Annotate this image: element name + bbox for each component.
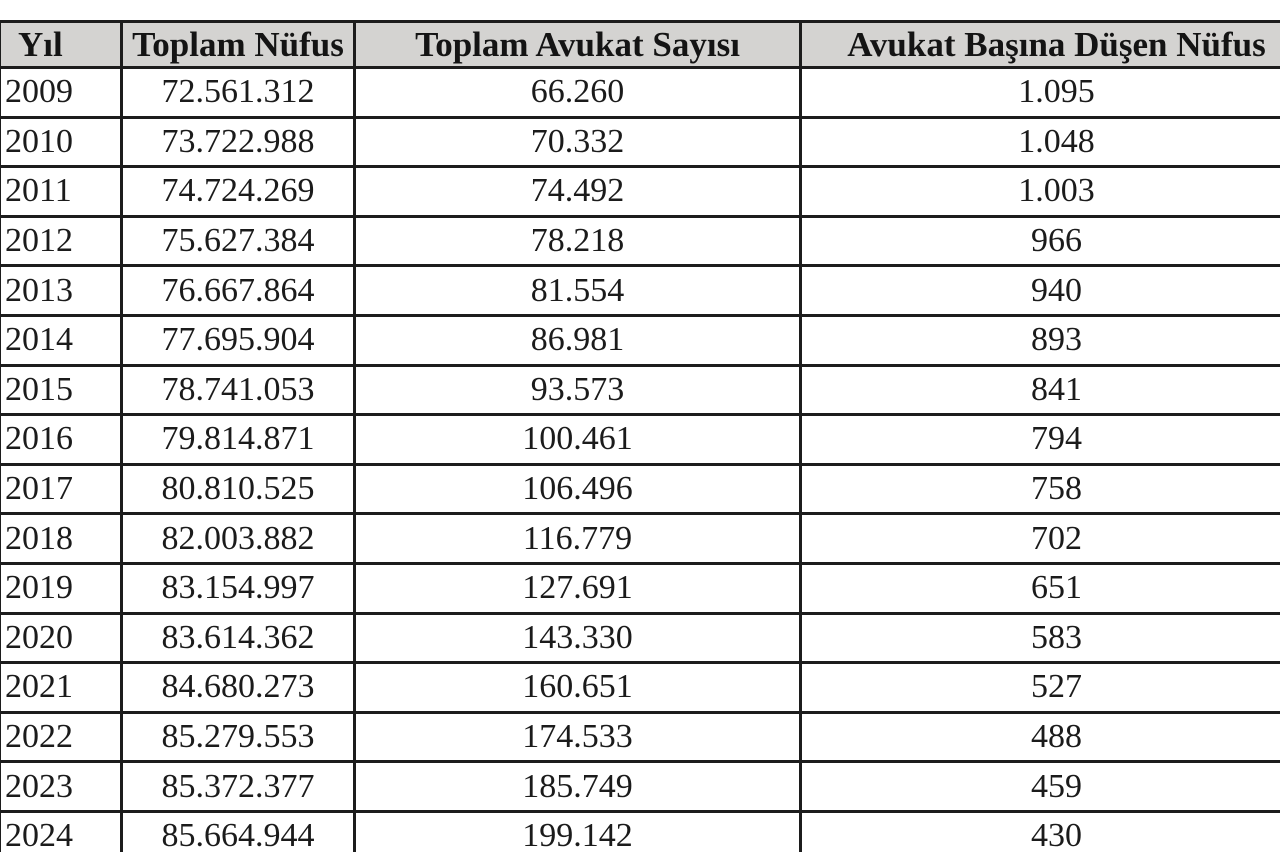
total-population-cell: 80.810.525 — [122, 464, 355, 514]
table-row — [0, 68, 1280, 118]
table-row — [0, 663, 1280, 713]
year-cell: 2013 — [0, 266, 122, 316]
year-cell: 2022 — [0, 712, 122, 762]
total-lawyers-cell: 78.218 — [355, 216, 801, 266]
total-lawyers-cell: 127.691 — [355, 563, 801, 613]
population-per-lawyer-cell: 527 — [801, 663, 1280, 713]
table-row — [0, 315, 1280, 365]
year-cell: 2018 — [0, 514, 122, 564]
total-population-cell: 85.279.553 — [122, 712, 355, 762]
table-row — [0, 514, 1280, 564]
total-population-cell: 85.372.377 — [122, 762, 355, 812]
population-per-lawyer-cell: 459 — [801, 762, 1280, 812]
total-lawyers-cell: 185.749 — [355, 762, 801, 812]
total-population-cell: 83.614.362 — [122, 613, 355, 663]
total-lawyers-cell: 143.330 — [355, 613, 801, 663]
header-row — [0, 22, 1280, 68]
column-header-population-per-lawyer: Avukat Başına Düşen Nüfus — [801, 22, 1280, 68]
total-lawyers-cell: 174.533 — [355, 712, 801, 762]
year-cell: 2015 — [0, 365, 122, 415]
column-header-total-lawyers: Toplam Avukat Sayısı — [355, 22, 801, 68]
population-per-lawyer-cell: 794 — [801, 415, 1280, 465]
total-population-cell: 72.561.312 — [122, 68, 355, 118]
table-row — [0, 811, 1280, 852]
year-cell: 2010 — [0, 117, 122, 167]
total-population-cell: 82.003.882 — [122, 514, 355, 564]
population-per-lawyer-cell: 758 — [801, 464, 1280, 514]
total-lawyers-cell: 74.492 — [355, 167, 801, 217]
table-row — [0, 712, 1280, 762]
year-cell: 2009 — [0, 68, 122, 118]
total-lawyers-cell: 106.496 — [355, 464, 801, 514]
total-lawyers-cell: 199.142 — [355, 811, 801, 852]
year-cell: 2011 — [0, 167, 122, 217]
population-per-lawyer-cell: 841 — [801, 365, 1280, 415]
population-per-lawyer-cell: 1.003 — [801, 167, 1280, 217]
population-per-lawyer-cell: 1.095 — [801, 68, 1280, 118]
total-lawyers-cell: 86.981 — [355, 315, 801, 365]
total-population-cell: 83.154.997 — [122, 563, 355, 613]
table-row — [0, 117, 1280, 167]
total-population-cell: 74.724.269 — [122, 167, 355, 217]
population-per-lawyer-cell: 1.048 — [801, 117, 1280, 167]
table-row — [0, 613, 1280, 663]
total-population-cell: 77.695.904 — [122, 315, 355, 365]
population-per-lawyer-cell: 966 — [801, 216, 1280, 266]
population-per-lawyer-cell: 702 — [801, 514, 1280, 564]
year-cell: 2017 — [0, 464, 122, 514]
year-cell: 2020 — [0, 613, 122, 663]
year-cell: 2016 — [0, 415, 122, 465]
total-lawyers-cell: 66.260 — [355, 68, 801, 118]
table-row — [0, 167, 1280, 217]
year-cell: 2014 — [0, 315, 122, 365]
population-per-lawyer-cell: 430 — [801, 811, 1280, 852]
population-per-lawyer-cell: 583 — [801, 613, 1280, 663]
year-cell: 2019 — [0, 563, 122, 613]
table-row — [0, 216, 1280, 266]
column-header-year: Yıl — [0, 22, 122, 68]
table-row — [0, 365, 1280, 415]
total-population-cell: 73.722.988 — [122, 117, 355, 167]
population-per-lawyer-cell: 940 — [801, 266, 1280, 316]
total-lawyers-cell: 100.461 — [355, 415, 801, 465]
table-row — [0, 266, 1280, 316]
table-row — [0, 415, 1280, 465]
total-lawyers-cell: 93.573 — [355, 365, 801, 415]
table-row — [0, 563, 1280, 613]
table-row — [0, 762, 1280, 812]
year-cell: 2012 — [0, 216, 122, 266]
total-lawyers-cell: 160.651 — [355, 663, 801, 713]
population-per-lawyer-cell: 893 — [801, 315, 1280, 365]
table-body — [0, 68, 1280, 852]
table-row — [0, 464, 1280, 514]
population-per-lawyer-table — [0, 20, 1280, 852]
total-lawyers-cell: 116.779 — [355, 514, 801, 564]
total-population-cell: 78.741.053 — [122, 365, 355, 415]
year-cell: 2023 — [0, 762, 122, 812]
population-per-lawyer-cell: 488 — [801, 712, 1280, 762]
total-lawyers-cell: 81.554 — [355, 266, 801, 316]
total-lawyers-cell: 70.332 — [355, 117, 801, 167]
total-population-cell: 75.627.384 — [122, 216, 355, 266]
total-population-cell: 84.680.273 — [122, 663, 355, 713]
population-per-lawyer-cell: 651 — [801, 563, 1280, 613]
year-cell: 2024 — [0, 811, 122, 852]
total-population-cell: 85.664.944 — [122, 811, 355, 852]
total-population-cell: 79.814.871 — [122, 415, 355, 465]
total-population-cell: 76.667.864 — [122, 266, 355, 316]
year-cell: 2021 — [0, 663, 122, 713]
column-header-total-population: Toplam Nüfus — [122, 22, 355, 68]
